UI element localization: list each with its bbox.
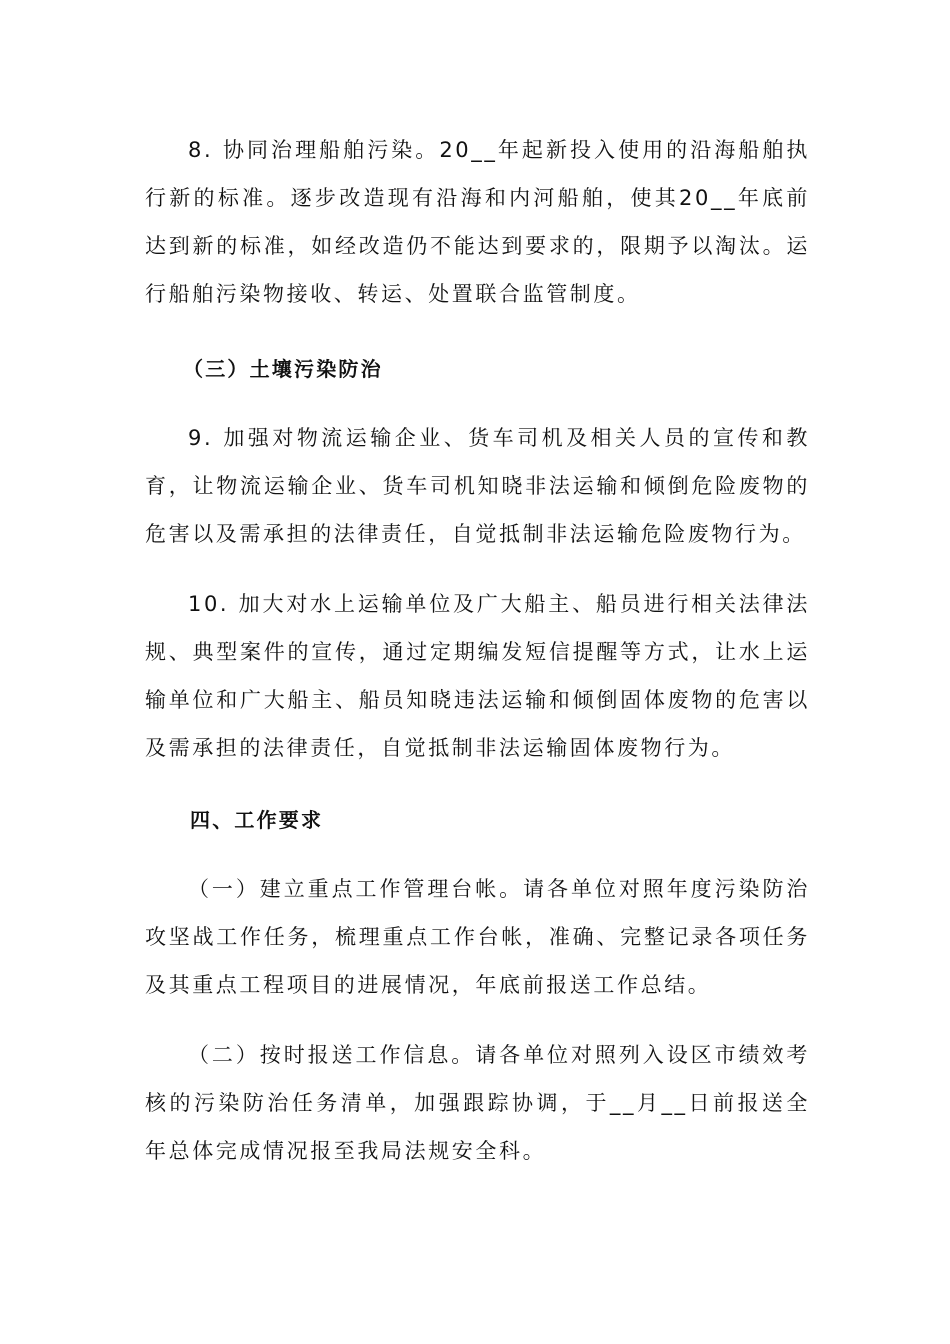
paragraph-item-10: 10. 加大对水上运输单位及广大船主、船员进行相关法律法规、典型案件的宣传，通过定期编发短信提醒等方式，让水上运输单位和广大船主、船员知晓违法运输和倾倒固体废物的危害以及需承担的法律责任，自觉抵制非法运输固体废物行为。 [145,592,810,760]
paragraph-item-9: 9. 加强对物流运输企业、货车司机及相关人员的宣传和教育，让物流运输企业、货车司机知晓非法运输和倾倒危险废物的危害以及需承担的法律责任，自觉抵制非法运输危险废物行为。 [145,426,810,546]
paragraph-requirement-2: （二）按时报送工作信息。请各单位对照列入设区市绩效考核的污染防治任务清单，加强跟踪协调，于__月__日前报送全年总体完成情况报至我局法规安全科。 [145,1043,810,1163]
paragraph-item-8: 8. 协同治理船舶污染。20__年起新投入使用的沿海船舶执行新的标准。逐步改造现有沿海和内河船舶，使其20__年底前达到新的标准，如经改造仍不能达到要求的，限期予以淘汰。运行船舶污染物接收、转运、处置联合监管制度。 [145,138,810,306]
paragraph-requirement-1: （一）建立重点工作管理台帐。请各单位对照年度污染防治攻坚战工作任务，梳理重点工作台帐，准确、完整记录各项任务及其重点工程项目的进展情况，年底前报送工作总结。 [145,877,810,997]
section-heading-soil-pollution: （三）土壤污染防治 [183,357,383,381]
section-heading-work-requirements: 四、工作要求 [190,808,324,832]
